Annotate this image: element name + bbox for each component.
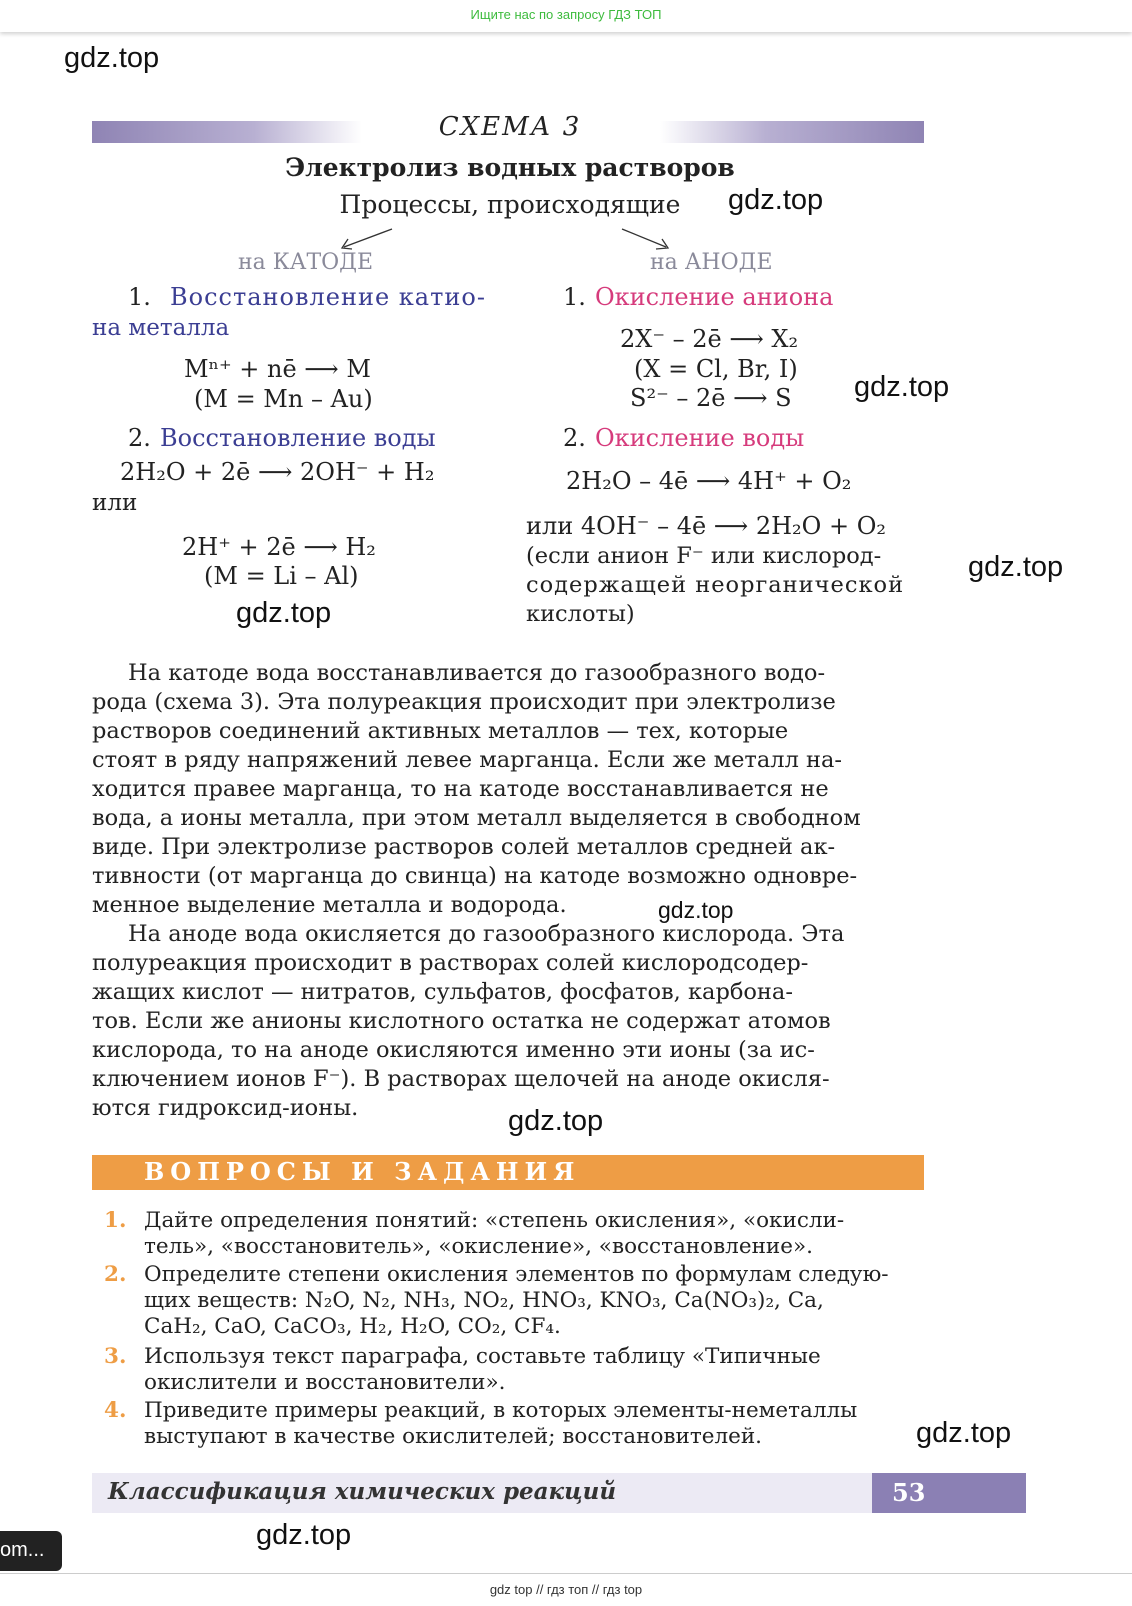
paragraph-line: ются гидроксид-ионы. — [92, 1095, 359, 1121]
question-number: 2. — [104, 1262, 127, 1287]
paragraph-cathode — [92, 659, 922, 920]
question-number: 1. — [104, 1208, 127, 1233]
paragraph-line: растворов соединений активных металлов — тех, которые — [92, 718, 789, 744]
cathode-eq3: 2H⁺ + 2ē ⟶ H₂ — [182, 533, 376, 561]
schema-bar-left — [92, 121, 362, 143]
anode-item2-title: Окисление воды — [595, 424, 805, 452]
watermark: gdz.top — [916, 1417, 1012, 1449]
chapter-title: Классификация химических реакций — [108, 1478, 617, 1505]
page-number: 53 — [872, 1473, 1026, 1513]
paragraph-line: полуреакция происходит в растворах солей кислородсодер- — [92, 950, 809, 976]
anode-note-line: содержащей неорганической — [526, 572, 905, 598]
question-item — [92, 1208, 924, 1262]
bottom-bar-text: gdz top // гдз топ // гдз top — [489, 1582, 643, 1597]
schema-title: Электролиз водных растворов — [285, 153, 735, 182]
cathode-item1-title: Восстановление катио- — [170, 283, 486, 311]
question-item — [92, 1262, 924, 1344]
anode-eq4-formula: 4OH⁻ – 4ē ⟶ 2H₂O + O₂ — [580, 512, 886, 540]
question-text: Приведите примеры реакций, в которых элементы-неметаллы выступают в качестве окислителей; восстановителей. — [144, 1398, 858, 1449]
anode-item1-title: Окисление аниона — [595, 283, 834, 311]
cathode-eq2: 2H₂O + 2ē ⟶ 2OH⁻ + H₂ — [120, 458, 435, 486]
paragraph-line: На катоде вода восстанавливается до газообразного водо- — [128, 660, 826, 686]
paragraph-line: вода, а ионы металла, при этом металл выделяется в свободном — [92, 805, 861, 831]
question-text: Определите степени окисления элементов по формулам следую- щих веществ: N₂O, N₂, NH₃, NO₂, HNO₃, KNO₃, Ca(NO₃)₂, Ca, CaH₂, CaO, CaCO₃, H₂, H₂O, CO₂, CF₄. — [144, 1262, 889, 1339]
questions-header-bar — [92, 1155, 924, 1190]
watermark: gdz.top — [64, 42, 160, 74]
paragraph-line: виде. При электролизе растворов солей металлов средней ак- — [92, 834, 836, 860]
paragraph-line: кислорода, то на аноде окисляются именно эти ионы (за ис- — [92, 1037, 815, 1063]
anode-eq2: S²⁻ – 2ē ⟶ S — [630, 384, 792, 412]
paragraph-line: тивности (от марганца до свинца) на катоде возможно одновре- — [92, 863, 858, 889]
anode-note — [526, 542, 926, 629]
top-banner-text: Ищите нас по запросу ГДЗ ТОП — [470, 7, 662, 22]
question-number: 3. — [104, 1344, 127, 1369]
paragraph-line: тов. Если же анионы кислотного остатка не содержат атомов — [92, 1008, 831, 1034]
cathode-item1-title-cont: на металла — [92, 315, 230, 341]
schema-bar-right — [660, 121, 924, 143]
anode-item2-num: 2. — [563, 424, 586, 452]
branch-arrows — [330, 225, 690, 255]
cathode-heading: на КАТОДЕ — [238, 250, 374, 275]
cathode-item2-title: Восстановление воды — [160, 424, 436, 452]
anode-eq1: 2X⁻ – 2ē ⟶ X₂ — [620, 325, 799, 353]
bottom-bar — [0, 1573, 1132, 1606]
paragraph-line: стоят в ряду напряжений левее марганца. Если же металл на- — [92, 747, 843, 773]
anode-eq4 — [526, 512, 886, 540]
anode-heading: на АНОДЕ — [650, 250, 773, 275]
paragraph-line: менное выделение металла и водорода. — [92, 892, 567, 918]
arrow-to-cathode — [344, 229, 392, 247]
paragraph-line: жащих кислот — нитратов, сульфатов, фосфатов, карбона- — [92, 979, 793, 1005]
paragraph-line: ключением ионов F⁻). В растворах щелочей на аноде окисля- — [92, 1066, 830, 1092]
paragraph-line: рода (схема 3). Эта полуреакция происходит при электролизе — [92, 689, 836, 715]
floating-badge[interactable]: om... — [0, 1531, 62, 1571]
cathode-eq1: Mⁿ⁺ + nē ⟶ M — [184, 355, 371, 383]
cathode-item1-num: 1. — [128, 283, 151, 311]
schema-label: СХЕМА 3 — [438, 112, 582, 142]
cathode-item2-num: 2. — [128, 424, 151, 452]
anode-eq1-note: (X = Cl, Br, I) — [634, 355, 798, 383]
cathode-eq3-note: (M = Li – Al) — [204, 562, 359, 590]
paragraph-line: ходится правее марганца, то на катоде восстанавливается не — [92, 776, 829, 802]
cathode-eq1-note: (M = Mn – Au) — [194, 385, 373, 413]
anode-item1-num: 1. — [563, 283, 586, 311]
questions-header: ВОПРОСЫ И ЗАДАНИЯ — [144, 1157, 581, 1186]
question-item — [92, 1344, 924, 1398]
question-item — [92, 1398, 924, 1452]
watermark: gdz.top — [854, 371, 950, 403]
question-text: Дайте определения понятий: «степень окисления», «окисли- тель», «восстановитель», «окисление», «восстановление». — [144, 1208, 845, 1259]
anode-note-line: (если анион F⁻ или кислород- — [526, 543, 882, 569]
anode-eq3: 2H₂O – 4ē ⟶ 4H⁺ + O₂ — [566, 467, 852, 495]
watermark: gdz.top — [658, 897, 734, 923]
anode-eq4-prefix: или — [526, 512, 574, 540]
question-text: Используя текст параграфа, составьте таблицу «Типичные окислители и восстановители». — [144, 1344, 821, 1395]
schema-subtitle: Процессы, происходящие — [339, 190, 681, 219]
question-number: 4. — [104, 1398, 127, 1423]
watermark: gdz.top — [968, 551, 1064, 583]
watermark: gdz.top — [508, 1105, 604, 1137]
paragraph-anode — [92, 920, 922, 1123]
cathode-or: или — [92, 490, 138, 516]
watermark: gdz.top — [728, 184, 824, 216]
watermark: gdz.top — [256, 1519, 352, 1551]
top-banner — [0, 0, 1132, 32]
arrow-to-anode — [622, 229, 666, 247]
paragraph-line: На аноде вода окисляется до газообразного кислорода. Эта — [128, 921, 845, 947]
watermark: gdz.top — [236, 597, 332, 629]
anode-note-line: кислоты) — [526, 601, 635, 627]
